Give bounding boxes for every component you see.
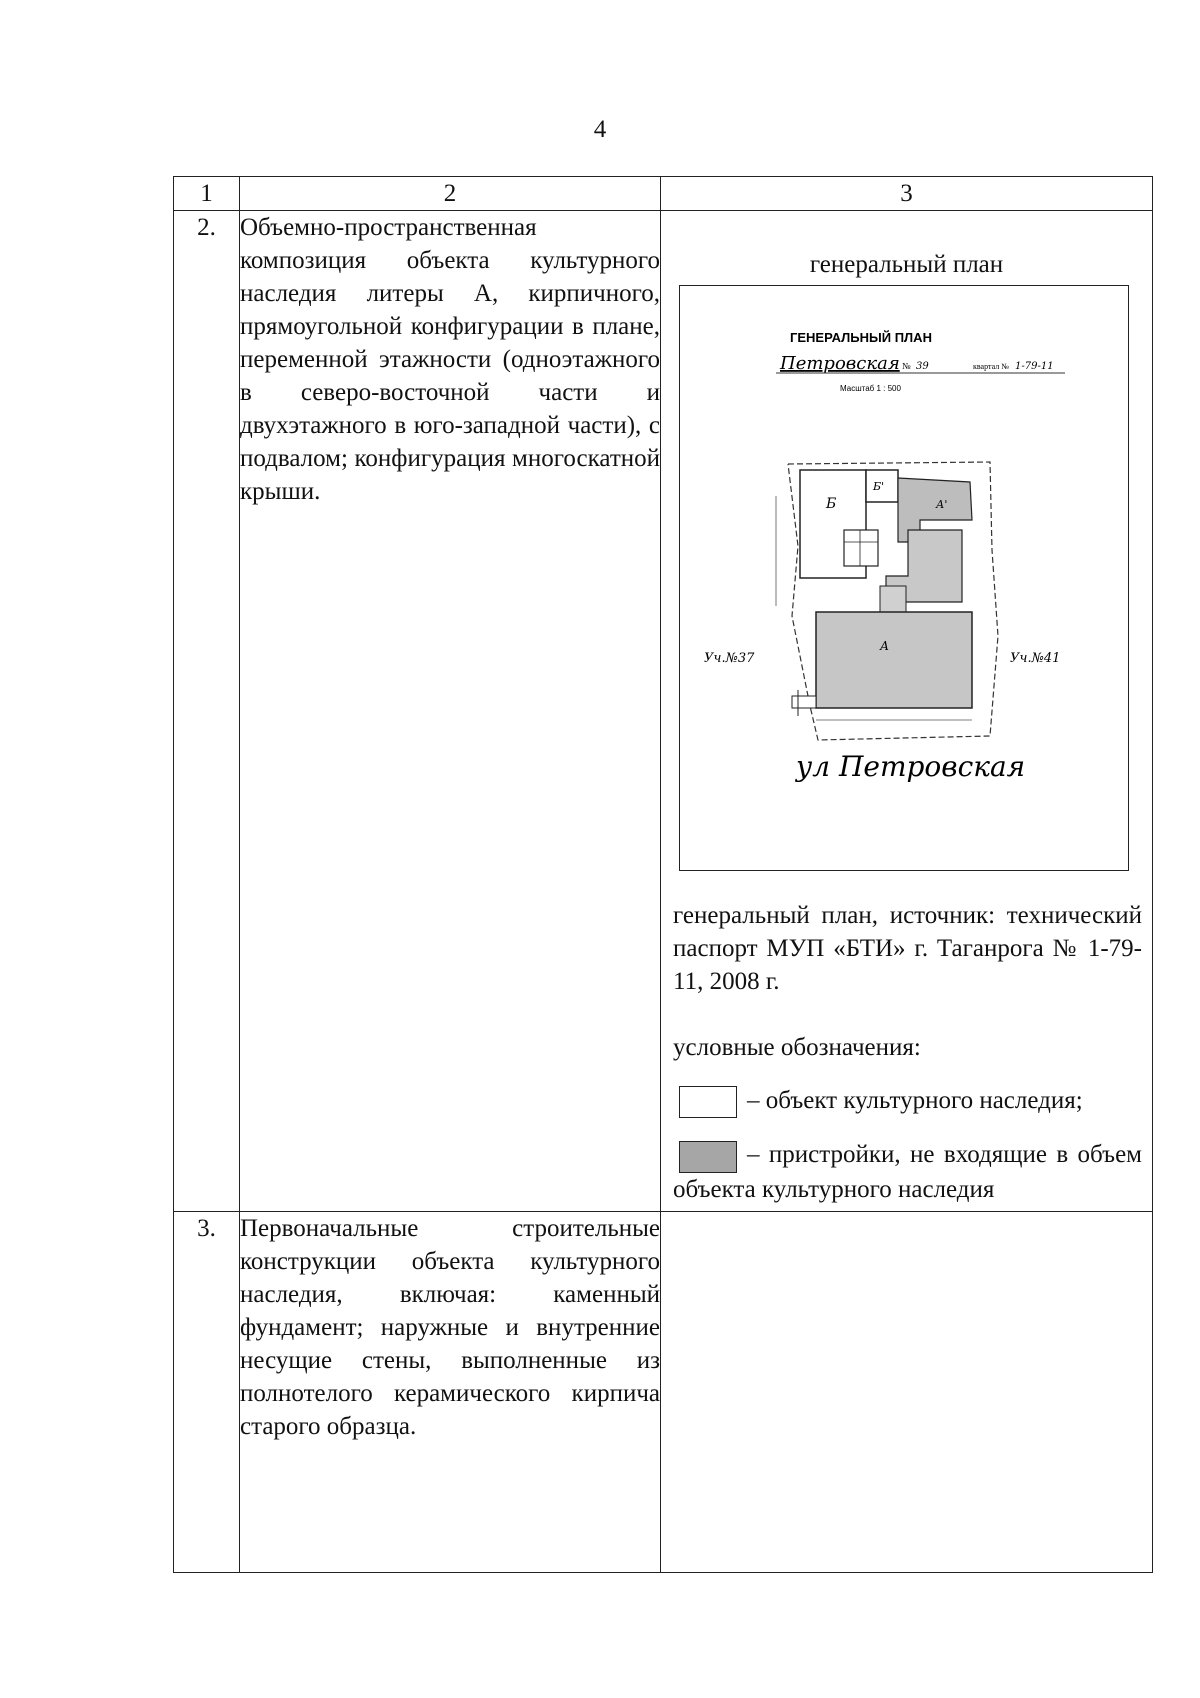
header-cell-1: 1 — [174, 177, 240, 211]
table-row — [174, 1212, 1153, 1573]
building-a — [816, 612, 972, 708]
neighbor-right: Уч.№41 — [1010, 651, 1061, 666]
page-number: 4 — [593, 116, 607, 143]
figure-source: генеральный план, источник: технический паспорт МУП «БТИ» г. Таганрога № 1-79-11, 2008 г. — [673, 902, 1142, 995]
neighbor-left: Уч.№37 — [704, 651, 755, 666]
plan-street-bottom: ул Петровская — [796, 750, 1026, 783]
legend-item-heritage — [673, 1084, 1142, 1118]
legend-text-heritage: – объект культурного наследия; — [747, 1087, 1083, 1114]
plan-quarter-label: квартал № — [973, 362, 1009, 371]
plan-street-top: Петровская — [780, 353, 900, 374]
plan-number-value: 39 — [916, 361, 929, 372]
entrance-mark — [792, 696, 816, 708]
legend-swatch-white — [679, 1086, 737, 1118]
table-row — [174, 211, 1153, 1212]
plan-scale: Масштаб 1 : 500 — [840, 384, 901, 393]
legend-text-extensions: – пристройки, не входящие в объем объекта культурного наследия — [673, 1141, 1142, 1203]
figure-caption: генеральный план — [809, 251, 1004, 278]
site-plan-figure — [679, 285, 1129, 871]
legend-item-extensions — [673, 1138, 1142, 1205]
description-text: Первоначальные строительные конструкции объекта культурного наследия, включая: каменный фундамент; наружные и внутренние несущие стены, выполненные из полнотелого керамического кирпича старого образца. — [240, 1215, 660, 1440]
plan-title: ГЕНЕРАЛЬНЫЙ ПЛАН — [790, 330, 932, 345]
row-number: 3. — [174, 1212, 240, 1573]
plan-quarter-value: 1-79-11 — [1015, 361, 1054, 372]
letter-b-prime: Б' — [873, 480, 885, 493]
description-text: Объемно-пространственная композиция объекта культурного наследия литеры А, кирпичного, прямоугольной конфигурации в плане, переменной этажности (одноэтажного в северо-восточной части и двухэтажного в юго-западной части), с подвалом; конфигурация многоскатной крыши. — [240, 214, 660, 505]
figure-notes — [661, 871, 1152, 1206]
letter-b: Б — [826, 496, 837, 512]
letter-a-prime: А' — [936, 498, 948, 511]
legend-title: условные обозначения: — [673, 1034, 921, 1061]
site-plan-drawing — [680, 286, 1128, 870]
building-small — [844, 530, 878, 566]
figure-cell-empty — [661, 1212, 1153, 1573]
legend-swatch-grey — [679, 1141, 737, 1173]
letter-a: А — [880, 639, 890, 653]
row-description — [240, 1212, 661, 1573]
row-description — [240, 211, 661, 1212]
heritage-table — [173, 176, 1153, 1573]
header-cell-3: 3 — [661, 177, 1153, 211]
plan-number-label: № — [902, 361, 911, 371]
row-number: 2. — [174, 211, 240, 1212]
table-header-row — [174, 177, 1153, 211]
header-cell-2: 2 — [240, 177, 661, 211]
extension-small — [880, 586, 906, 612]
figure-cell — [661, 211, 1153, 1212]
